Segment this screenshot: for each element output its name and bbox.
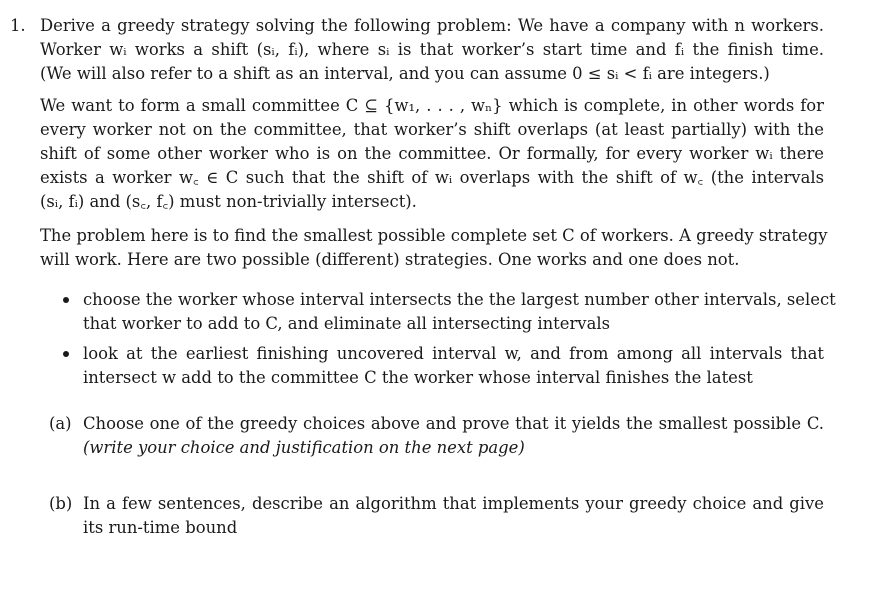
part-b-line-2: its run-time bound [83,518,238,537]
part-a-label: (a) [49,414,72,433]
task-line-2: will work. Here are two possible (different) strategies. One works and one does not. [40,250,740,269]
committee-line-4: exists a worker w꜀ ∈ C such that the shift of wᵢ overlaps with the shift of w꜀ (the intervals [40,168,824,187]
bullet-2-dot [63,351,69,357]
strategy-1-line-1: choose the worker whose interval intersects the the largest number other intervals, select [83,290,836,309]
committee-line-3: shift of some other worker who is on the committee. Or formally, for every worker wᵢ there [40,144,824,163]
part-b-line-1: In a few sentences, describe an algorithm that implements your greedy choice and give [83,494,824,513]
strategy-2-line-1: look at the earliest finishing uncovered interval w, and from among all intervals that [83,344,824,363]
committee-line-2: every worker not on the committee, that worker’s shift overlaps (at least partially) with the [40,120,824,139]
committee-line-1: We want to form a small committee C ⊆ {w₁, . . . , wₙ} which is complete, in other words for [40,96,824,115]
intro-line-2: Worker wᵢ works a shift (sᵢ, fᵢ), where sᵢ is that worker’s start time and fᵢ the finish time. [40,40,824,59]
intro-line-3: (We will also refer to a shift as an interval, and you can assume 0 ≤ sᵢ < fᵢ are integers.) [40,64,770,83]
intro-line-1: Derive a greedy strategy solving the following problem: We have a company with n workers. [40,16,824,35]
strategy-2-line-2: intersect w add to the committee C the worker whose interval finishes the latest [83,368,753,387]
strategy-1-line-2: that worker to add to C, and eliminate all intersecting intervals [83,314,610,333]
part-a-line-2: (write your choice and justification on the next page) [83,438,525,457]
problem-number: 1. [10,16,26,35]
part-a-line-1: Choose one of the greedy choices above and prove that it yields the smallest possible C. [83,414,824,433]
committee-line-5: (sᵢ, fᵢ) and (s꜀, f꜀) must non-trivially intersect). [40,192,417,211]
part-b-label: (b) [49,494,73,513]
task-line-1: The problem here is to find the smallest possible complete set C of workers. A greedy strategy [40,226,828,245]
bullet-1-dot [63,297,69,303]
